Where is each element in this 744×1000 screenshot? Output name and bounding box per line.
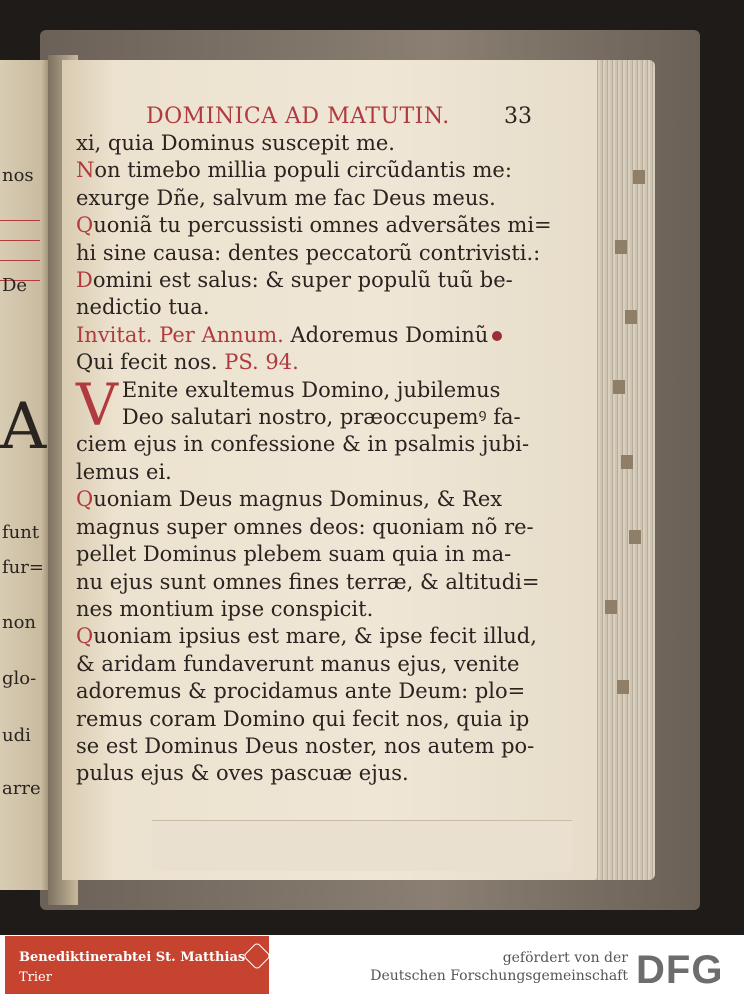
right-page (62, 60, 597, 880)
body-text: nedictio tua. (76, 295, 210, 320)
left-fragment: fur= (2, 557, 44, 578)
rubric-text: Q (76, 624, 94, 649)
text-line (76, 240, 596, 267)
text-line (76, 706, 596, 733)
text-line (76, 322, 596, 349)
body-text: nes montium ipse conspicit. (76, 596, 374, 621)
body-text: uoniã tu percussisti omnes adversãtes mi= (93, 213, 552, 238)
body-text: & aridam fundaverunt manus ejus, venite (76, 651, 520, 676)
page-header: DOMINICA AD MATUTIN. (146, 104, 450, 129)
institution-box (5, 936, 269, 994)
text-line (76, 733, 596, 760)
body-text: Qui fecit nos. (76, 350, 225, 375)
body-text: remus coram Domino qui fecit nos, quia ip (76, 706, 530, 731)
body-text: nu ejus sunt omnes fines terræ, & altitudi= (76, 569, 540, 594)
text-line: Deo salutari nostro, præoccupemꝰ fa- (121, 405, 521, 430)
text-line (76, 212, 596, 239)
red-initial: V (76, 370, 118, 439)
body-text: hi sine causa: dentes peccatorũ contrivisti.: (76, 240, 541, 265)
left-fragment: nos (2, 165, 34, 186)
left-fragment: arre (2, 778, 41, 799)
left-fragment: udi (2, 725, 31, 746)
body-text: uoniam ipsius est mare, & ipse fecit illud, (93, 624, 537, 649)
rubric-text: N (76, 158, 95, 183)
rubric-text: PS. 94. (224, 350, 299, 375)
rubric-text: Q (76, 213, 94, 238)
text-line: Enite exultemus Domino, jubilemus (121, 377, 501, 402)
left-fragment: non (2, 612, 37, 633)
body-text: magnus super omnes deos: quoniam nõ re- (76, 514, 534, 539)
left-fragment: funt (2, 522, 40, 543)
text-line (76, 760, 596, 787)
funding-line-1: gefördert von der (502, 950, 628, 966)
institution-name: Benediktinerabtei St. Matthias (19, 950, 246, 965)
text-line (76, 623, 596, 650)
body-text: se est Dominus Deus noster, nos autem po- (76, 733, 535, 758)
text-line (76, 130, 596, 157)
paper-strip (152, 820, 572, 871)
page-number: 33 (504, 104, 532, 129)
dfg-logo: DFG (636, 948, 724, 992)
body-text: pellet Dominus plebem suam quia in ma- (76, 542, 512, 567)
rubric-text: Q (76, 487, 94, 512)
body-text: Adoremus Dominũ (290, 322, 489, 347)
left-fragment: glo- (2, 668, 37, 689)
text-line (76, 157, 596, 184)
text-line: lemus ei. (76, 459, 172, 484)
text-line (76, 486, 596, 513)
text-line: ciem ejus in confessione & in psalmis jubi- (76, 432, 530, 457)
funding-line-2: Deutschen Forschungsgemeinschaft (370, 968, 628, 984)
text-line (76, 596, 596, 623)
institution-city: Trier (19, 970, 52, 985)
left-fragment: De (2, 275, 28, 296)
rosette-icon (492, 331, 502, 341)
text-line (76, 185, 596, 212)
psalm-paragraph (76, 370, 596, 487)
text-line (76, 267, 596, 294)
body-text: uoniam Deus magnus Dominus, & Rex (93, 487, 503, 512)
left-page (0, 60, 52, 890)
body-text: omini est salus: & super populũ tuũ be- (92, 268, 513, 293)
body-text: pulus ejus & oves pascuæ ejus. (76, 761, 409, 786)
text-line (76, 541, 596, 568)
institution-logo-icon (243, 942, 271, 970)
text-line (76, 349, 596, 376)
text-line (76, 678, 596, 705)
rubric-text: D (76, 268, 93, 293)
music-staff (0, 210, 40, 330)
rubric-text: Invitat. Per Annum. (76, 322, 291, 347)
body-text: on timebo millia populi circũdantis me: (94, 158, 512, 183)
text-line (76, 294, 596, 321)
text-line (76, 569, 596, 596)
body-text: xi, quia Dominus suscepit me. (76, 131, 395, 155)
text-line (76, 651, 596, 678)
body-text: adoremus & procidamus ante Deum: plo= (76, 679, 526, 704)
left-initial: A (0, 390, 47, 464)
body-text: exurge Dñe, salvum me fac Deus meus. (76, 185, 496, 210)
page-text (76, 130, 596, 788)
text-line (76, 514, 596, 541)
